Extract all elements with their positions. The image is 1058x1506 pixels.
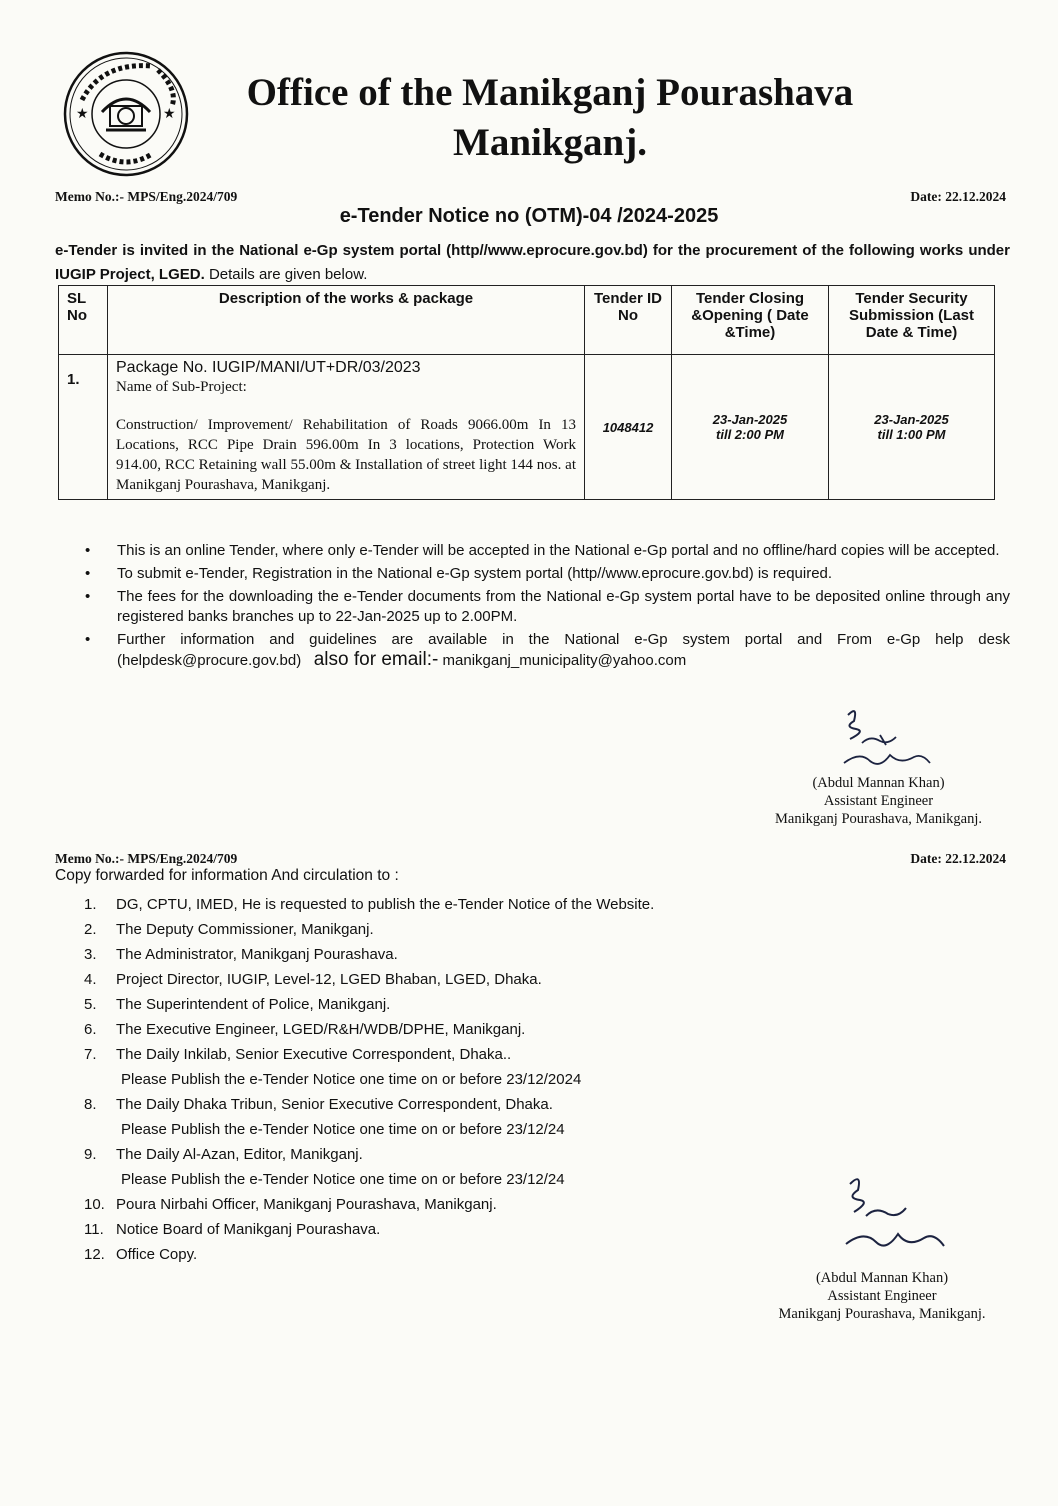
- intro-main: e-Tender is invited in the National e-Gp system portal (http//www.eprocure.gov.bd) for the procurement of the following works under IUGIP Project, LGED.: [55, 242, 1010, 283]
- list-item: 3. The Administrator, Manikganj Pourashava.: [84, 946, 398, 963]
- security-cell: [829, 355, 995, 500]
- header-sl: SL No: [59, 286, 108, 355]
- tender-id: 1048412: [585, 355, 672, 500]
- header-description: Description of the works & package: [108, 286, 585, 355]
- table-row: [59, 355, 995, 500]
- conditions-list: [85, 541, 1010, 674]
- memo-date: Date: 22.12.2024: [910, 189, 1006, 204]
- list-item: 2. The Deputy Commissioner, Manikganj.: [84, 921, 374, 938]
- list-item: 4. Project Director, IUGIP, Level-12, LGED Bhaban, LGED, Dhaka.: [84, 971, 542, 988]
- closing-date: 23-Jan-2025: [712, 412, 788, 427]
- subproject-label: Name of Sub-Project:: [116, 379, 247, 395]
- office-title-line1: Office of the Manikganj Pourashava: [246, 71, 854, 114]
- list-item: • To submit e-Tender, Registration in the National e-Gp system portal (http//www.eprocure.gov.bd) is required.: [85, 564, 1010, 584]
- row-description-cell: [108, 355, 585, 500]
- list-item: 10. Poura Nirbahi Officer, Manikganj Pourashava, Manikganj.: [84, 1196, 497, 1213]
- row-sl: 1.: [59, 355, 108, 500]
- list-item: 6. The Executive Engineer, LGED/R&H/WDB/DPHE, Manikganj.: [84, 1021, 526, 1038]
- header-tender-id: Tender ID No: [585, 286, 672, 355]
- distribution-list: [84, 892, 654, 1267]
- email-address: manikganj_municipality@yahoo.com: [442, 652, 687, 669]
- list-item: • This is an online Tender, where only e-Tender will be accepted in the National e-Gp portal and no offline/hard copies will be accepted.: [85, 541, 1010, 561]
- signatory-designation: Assistant Engineer: [823, 793, 934, 809]
- list-item: • The fees for the downloading the e-Tender documents from the National e-Gp system portal have to be deposited online through any registered banks branches up to 22-Jan-2025 up to 2.00PM.: [85, 587, 1010, 627]
- signatory-designation: Assistant Engineer: [827, 1288, 937, 1304]
- municipality-seal-logo: [62, 50, 190, 178]
- list-item: 12. Office Copy.: [84, 1246, 198, 1263]
- header-closing: Tender Closing &Opening ( Date &Time): [672, 286, 829, 355]
- closing-cell: [672, 355, 829, 500]
- signature-scribble: [842, 1172, 952, 1262]
- work-description: Construction/ Improvement/ Rehabilitation of Roads 9066.00m In 13 Locations, RCC Pipe Drain 596.00m In 3 locations, Protection Work 914.00, RCC Retaining wall 55.00m & Installation of street light 144 nos. at Manikganj Pourashava, Manikganj.: [116, 417, 576, 493]
- notice-title: e-Tender Notice no (OTM)-04 /2024-2025: [339, 205, 719, 227]
- list-item: 1. DG, CPTU, IMED, He is requested to publish the e-Tender Notice of the Website.: [84, 896, 655, 913]
- package-number: Package No. IUGIP/MANI/UT+DR/03/2023: [116, 359, 421, 376]
- office-title-line2: Manikganj.: [453, 121, 647, 164]
- list-item: 5. The Superintendent of Police, Manikganj.: [84, 996, 391, 1013]
- list-item: 7. The Daily Inkilab, Senior Executive Correspondent, Dhaka.. Please Publish the e-Tender Notice one time on or before 23/12/2024: [84, 1046, 582, 1088]
- svg-text:★: ★: [163, 105, 176, 121]
- signatory-name: (Abdul Mannan Khan): [815, 1270, 949, 1286]
- header-security: Tender Security Submission (Last Date & Time): [829, 286, 995, 355]
- office-title: [230, 68, 870, 168]
- copy-memo-number: Memo No.:- MPS/Eng.2024/709: [55, 851, 238, 866]
- works-table: [58, 285, 995, 500]
- svg-text:★: ★: [76, 105, 89, 121]
- email-label: also for email:-: [313, 649, 439, 670]
- intro-details: Details are given below.: [208, 266, 368, 283]
- list-item: 9. The Daily Al-Azan, Editor, Manikganj. Please Publish the e-Tender Notice one time on or before 23/12/24: [84, 1146, 565, 1188]
- security-time: till 1:00 PM: [877, 427, 946, 442]
- signature-block-1: [766, 774, 991, 828]
- list-item: 11. Notice Board of Manikganj Pourashava.: [84, 1221, 381, 1238]
- signature-block-2: [766, 1269, 998, 1323]
- signatory-office: Manikganj Pourashava, Manikganj.: [775, 811, 982, 827]
- copy-heading: Copy forwarded for information And circulation to :: [55, 867, 399, 884]
- list-item: 8. The Daily Dhaka Tribun, Senior Executive Correspondent, Dhaka. Please Publish the e-Tender Notice one time on or before 23/12/24: [84, 1096, 565, 1138]
- notice-intro: [55, 239, 1010, 287]
- copy-memo-date: Date: 22.12.2024: [910, 851, 1006, 866]
- signatory-office: Manikganj Pourashava, Manikganj.: [778, 1306, 986, 1322]
- further-info: Further information and guidelines are available in the National e-Gp system portal and From e-Gp help desk (helpdesk@procure.gov.bd): [117, 631, 1010, 669]
- signatory-name: (Abdul Mannan Khan): [812, 775, 945, 791]
- table-header-row: [59, 286, 995, 355]
- memo-number: Memo No.:- MPS/Eng.2024/709: [55, 189, 238, 204]
- closing-time: till 2:00 PM: [716, 427, 784, 442]
- security-date: 23-Jan-2025: [874, 412, 949, 427]
- signature-scribble: [840, 705, 940, 775]
- list-item: [85, 630, 1010, 671]
